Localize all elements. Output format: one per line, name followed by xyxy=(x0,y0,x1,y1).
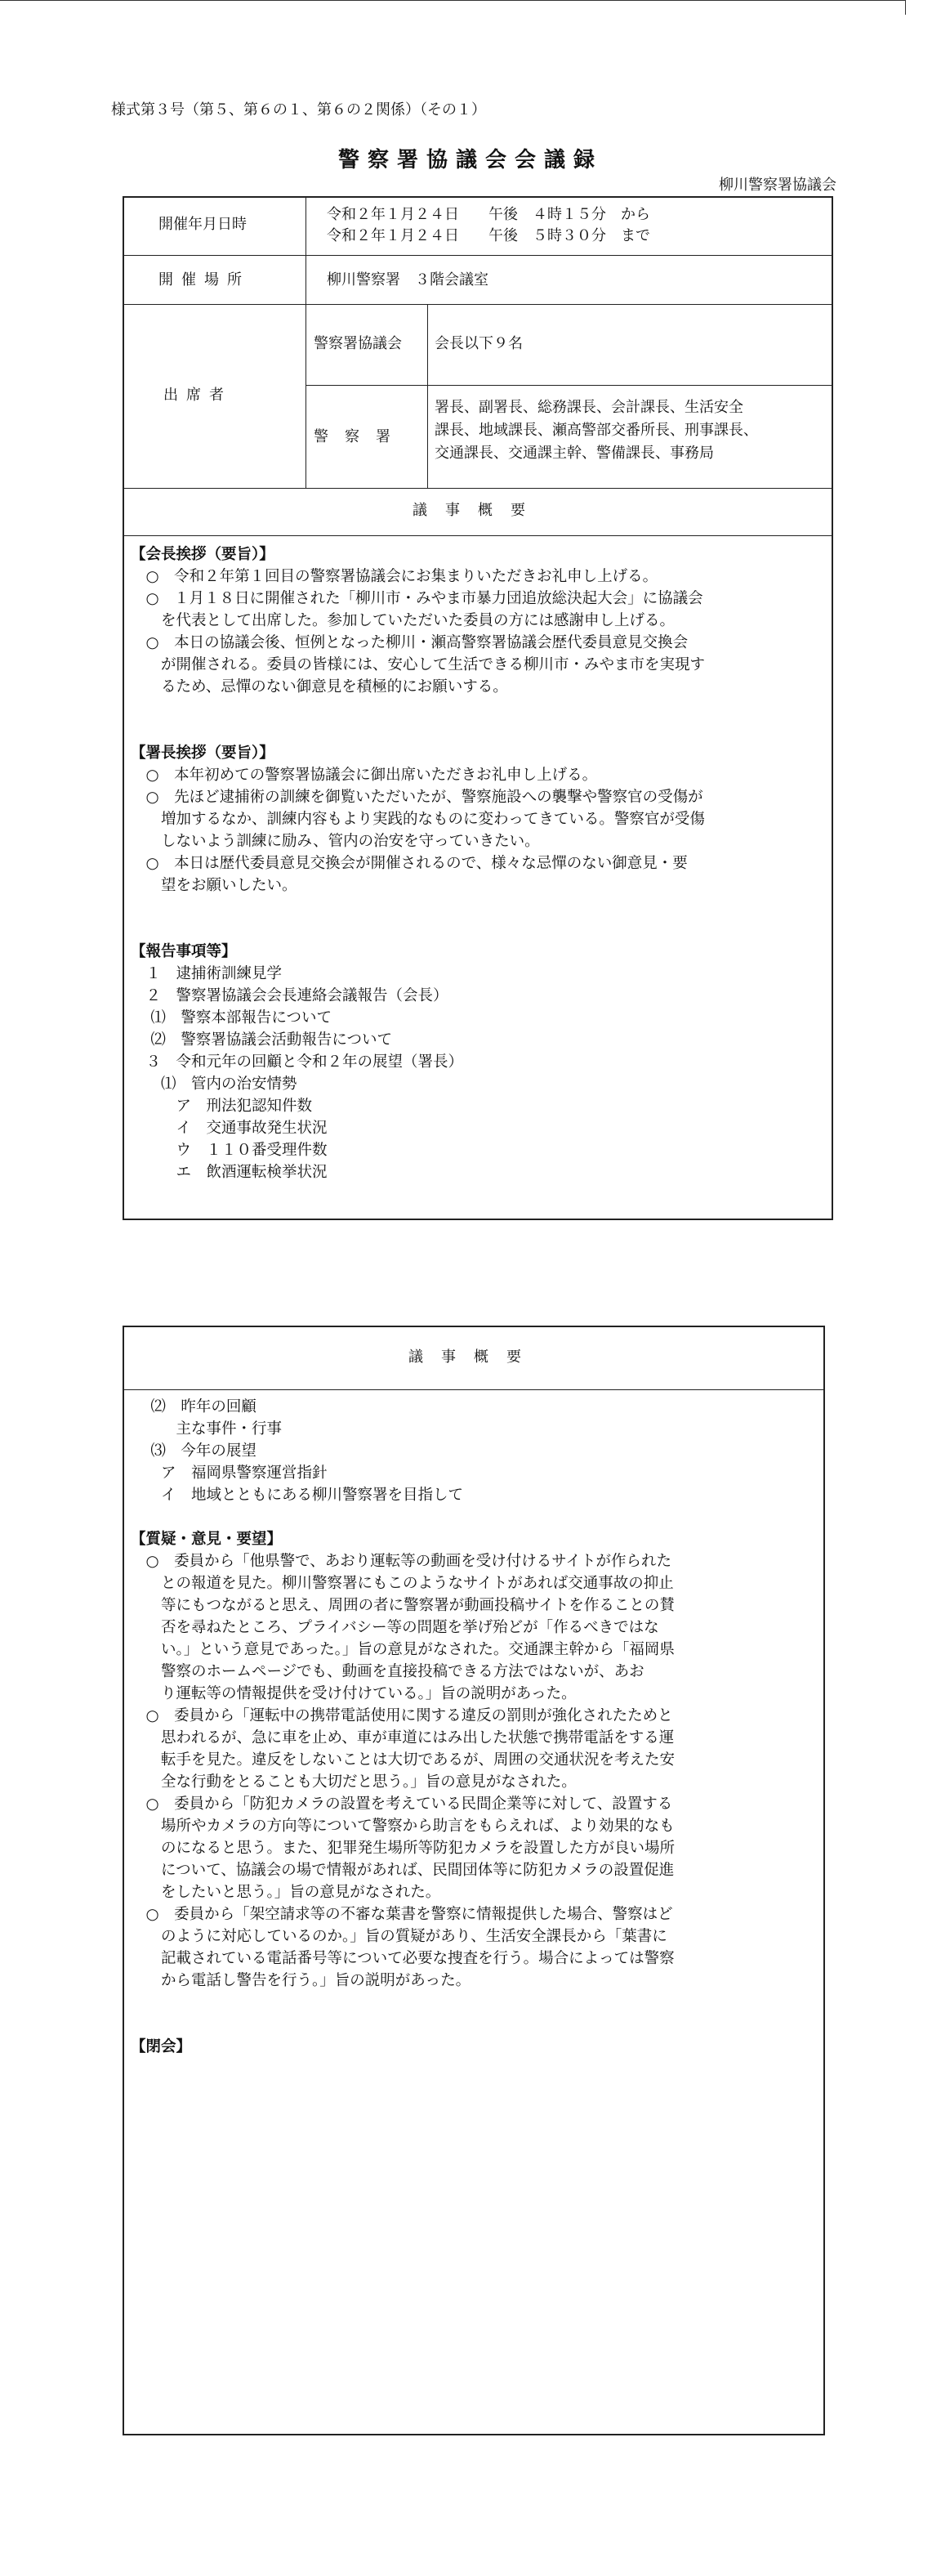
body-line: のになると思う。また、犯罪発生場所等防犯カメラを設置した方が良い場所 xyxy=(131,1840,676,1857)
body-line: 思われるが、急に車を止め、車が車道にはみ出した状態で携帯電話をする運 xyxy=(131,1729,675,1746)
page-border-top xyxy=(0,0,905,1)
police-members-line2: 課長、地域課長、瀬高警部交番所長、刑事課長、 xyxy=(435,422,758,439)
police-members-line1: 署長、副署長、総務課長、会計課長、生活安全 xyxy=(435,399,743,416)
body-line: ア 福岡県警察運営指針 xyxy=(131,1465,328,1482)
body-line: ３ 令和元年の回顧と令和２年の展望（署長） xyxy=(131,1053,464,1071)
body-line: が開催される。委員の皆様には、安心して生活できる柳川市・みやま市を実現す xyxy=(131,656,706,673)
row-divider xyxy=(124,1389,823,1390)
body-line: しないよう訓練に励み、管内の治安を守っていきたい。 xyxy=(131,833,540,850)
body-line: ○ 令和２年第１回目の警察署協議会にお集まりいただきお礼申し上げる。 xyxy=(131,568,658,585)
body-line: 場所やカメラの方向等について警察から助言をもらえれば、より効果的なも xyxy=(131,1818,675,1835)
body-line: 等にもつながると思え、周囲の者に警察署が動画投稿サイトを作ることの賛 xyxy=(131,1597,675,1614)
body-line: ○ 本日は歴代委員意見交換会が開催されるので、様々な忌憚のない御意見・要 xyxy=(131,855,688,872)
date-label: 開催年月日時 xyxy=(158,216,247,233)
closing-heading: 【閉会】 xyxy=(131,2038,192,2055)
column-divider xyxy=(305,198,306,488)
council-value: 会長以下９名 xyxy=(435,335,523,352)
row-divider xyxy=(124,255,832,256)
body-line: ○ 先ほど逮捕術の訓練を御覧いただいたが、警察施設への襲撃や警察官の受傷が xyxy=(131,789,703,806)
police-label: 警察署 xyxy=(314,428,407,445)
summary-header: 議事概要 xyxy=(413,502,543,519)
body-line: を代表として出席した。参加していただいた委員の方には感謝申し上げる。 xyxy=(131,612,676,629)
body-line: ア 刑法犯認知件数 xyxy=(131,1098,313,1115)
column-divider xyxy=(427,304,428,488)
body-line: ○ 本日の協議会後、恒例となった柳川・瀬高警察署協議会歴代委員意見交換会 xyxy=(131,634,689,651)
body-line: ⑴ 管内の治安情勢 xyxy=(131,1076,297,1093)
body-line: のように対応しているのか。」旨の質疑があり、生活安全課長から「葉書に xyxy=(131,1928,667,1945)
body-line: 全な行動をとることも大切だと思う。」旨の意見がなされた。 xyxy=(131,1773,577,1791)
body-line: との報道を見た。柳川警察署にもこのようなサイトがあれば交通事故の抑止 xyxy=(131,1575,674,1592)
body-line: 【報告事項等】 xyxy=(131,943,237,960)
row-divider xyxy=(124,304,832,305)
body-line: 主な事件・行事 xyxy=(131,1420,283,1438)
police-members-line3: 交通課長、交通課主幹、警備課長、事務局 xyxy=(435,445,714,462)
form-number: 様式第３号（第５、第６の１、第６の２関係）（その１） xyxy=(111,101,486,119)
body-line: をしたいと思う。」旨の意見がなされた。 xyxy=(131,1884,441,1901)
body-line: ○ 委員から「架空請求等の不審な葉書を警察に情報提供した場合、警察はど xyxy=(131,1906,673,1923)
body-line: ２ 警察署協議会会長連絡会議報告（会長） xyxy=(131,987,448,1004)
body-line: 転手を見た。違反をしないことは大切であるが、周囲の交通状況を考えた安 xyxy=(131,1751,676,1769)
body-line: イ 地域とともにある柳川警察署を目指して xyxy=(131,1487,464,1504)
body-line: ○ 委員から「防犯カメラの設置を考えている民間企業等に対して、設置する xyxy=(131,1796,673,1813)
body-line: ○ １月１８日に開催された「柳川市・みやま市暴力団追放総決起大会」に協議会 xyxy=(131,590,703,607)
page-border-corner xyxy=(905,0,906,15)
body-line: るため、忌憚のない御意見を積極的にお願いする。 xyxy=(131,678,508,695)
row-divider xyxy=(305,385,832,386)
body-line: ○ 本年初めての警察署協議会に御出席いただきお礼申し上げる。 xyxy=(131,767,598,784)
body-line: エ 飲酒運転検挙状況 xyxy=(131,1164,328,1181)
attendees-label: 出席者 xyxy=(163,387,232,404)
body-line: イ 交通事故発生状況 xyxy=(131,1120,328,1137)
body-line: 【会長挨拶（要旨）】 xyxy=(131,546,274,563)
body-line: ⑶ 今年の展望 xyxy=(131,1442,256,1460)
body-line: 望をお願いしたい。 xyxy=(131,877,297,894)
row-divider xyxy=(124,488,832,489)
minutes-table-page1 xyxy=(123,196,833,1220)
date-end: 令和２年１月２４日 午後 ５時３０分 まで xyxy=(327,227,650,244)
body-line: ⑴ 警察本部報告について xyxy=(131,1009,332,1026)
body-line: り運転等の情報提供を受け付けている。」旨の説明があった。 xyxy=(131,1685,577,1702)
place-label: 開催場所 xyxy=(158,271,250,288)
document-title: 警察署協議会会議録 xyxy=(337,148,603,172)
body-line: １ 逮捕術訓練見学 xyxy=(131,965,283,982)
body-line: 【署長挨拶（要旨）】 xyxy=(131,745,274,762)
body-line: ウ １１０番受理件数 xyxy=(131,1142,328,1159)
body-line: ○ 委員から「運転中の携帯電話使用に関する違反の罰則が強化されたためと xyxy=(131,1707,673,1724)
council-label: 警察署協議会 xyxy=(314,335,402,352)
row-divider xyxy=(124,535,832,536)
body-line: 記載されている電話番号等について必要な捜査を行う。場合によっては警察 xyxy=(131,1950,675,1967)
body-line: ⑵ 警察署協議会活動報告について xyxy=(131,1031,393,1049)
body-line: ○ 委員から「他県警で、あおり運転等の動画を受け付けるサイトが作られた xyxy=(131,1553,671,1570)
body-line: ⑵ 昨年の回顧 xyxy=(131,1398,256,1415)
body-line: 否を尋ねたところ、プライバシー等の問題を挙げ殆どが「作るべきではな xyxy=(131,1619,659,1636)
minutes-table-page2 xyxy=(123,1326,825,2435)
summary-header-page2: 議事概要 xyxy=(408,1348,539,1366)
body-line: から電話し警告を行う。」旨の説明があった。 xyxy=(131,1972,471,1989)
body-line: い。」という意見であった。」旨の意見がなされた。交通課主幹から「福岡県 xyxy=(131,1641,675,1658)
body-line: について、協議会の場で情報があれば、民間団体等に防犯カメラの設置促進 xyxy=(131,1862,675,1879)
place-value: 柳川警察署 ３階会議室 xyxy=(327,271,488,288)
body-line: 【質疑・意見・要望】 xyxy=(131,1531,283,1548)
organization-name: 柳川警察署協議会 xyxy=(719,177,836,194)
body-line: 警察のホームページでも、動画を直接投稿できる方法ではないが、あお xyxy=(131,1663,644,1680)
date-start: 令和２年１月２４日 午後 ４時１５分 から xyxy=(327,206,650,223)
body-line: 増加するなか、訓練内容もより実践的なものに変わってきている。警察官が受傷 xyxy=(131,811,705,828)
